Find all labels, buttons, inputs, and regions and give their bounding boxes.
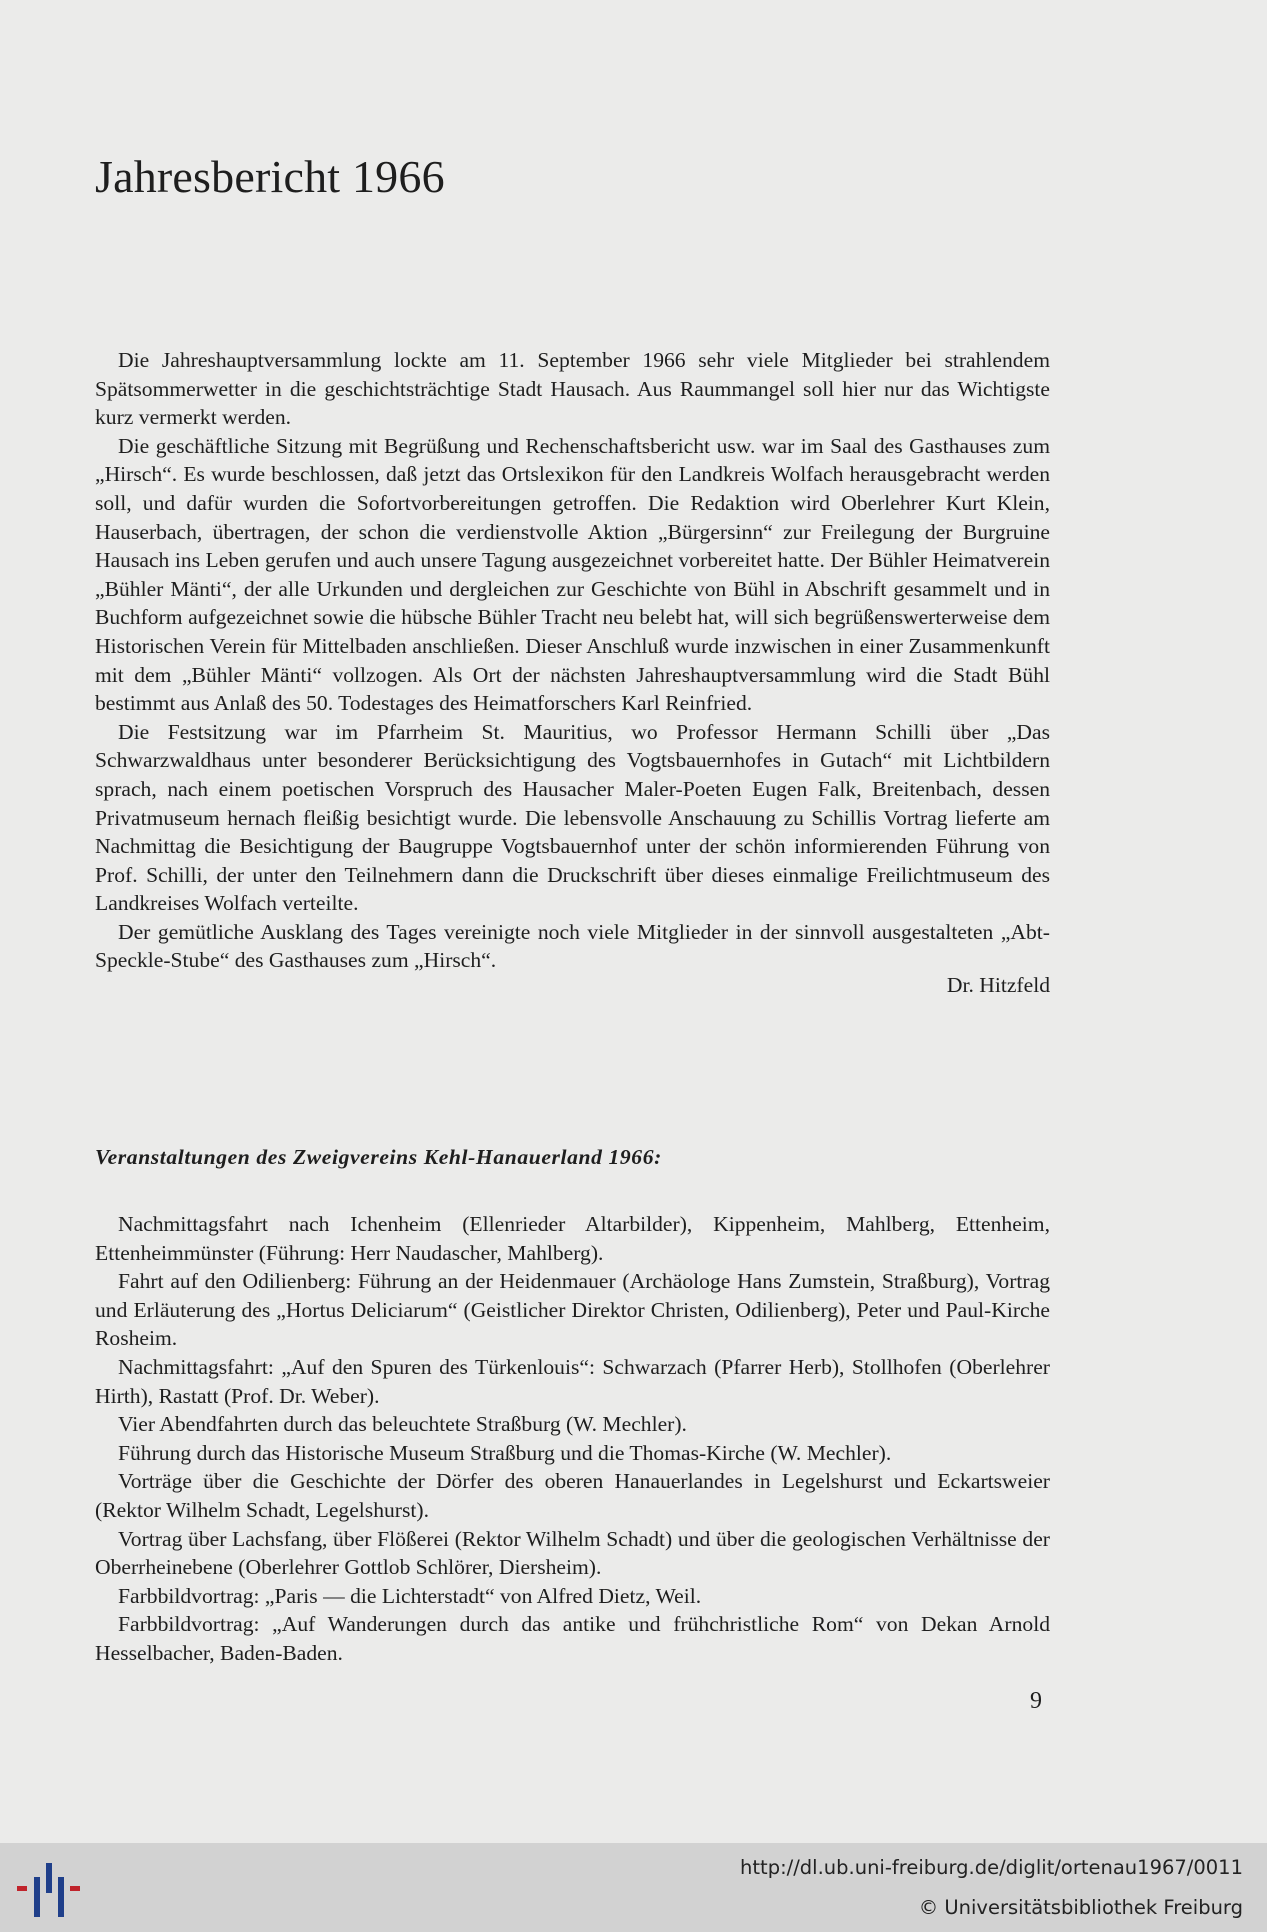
section-heading: Veranstaltungen des Zweigvereins Kehl-Hanauerland 1966:: [95, 1145, 662, 1169]
footer-bar: [0, 1843, 1267, 1932]
event-item: Führung durch das Historische Museum Straßburg und die Thomas-Kirche (W. Mechler).: [118, 1440, 892, 1465]
paragraph: Die Jahreshauptversammlung lockte am 11. September 1966 sehr viele Mitglieder bei strahlendem Spätsommerwetter in die geschichtsträchtige Stadt Hausach. Aus Raummangel soll hier nur das Wichtigste kurz vermerkt werden.: [95, 348, 1050, 430]
author-signature: Dr. Hitzfeld: [946, 973, 1050, 998]
paragraph: Die Festsitzung war im Pfarrheim St. Mauritius, wo Professor Hermann Schilli über „Das Schwarzwaldhaus unter besonderer Berücksichtigung des Vogtsbauernhofes in Gutach“ mit Lichtbildern sprach, nach einem poetischen Vorspruch des Hausacher Maler-Poeten Eugen Falk, Breitenbach, dessen Privatmuseum hernach fleißig besichtigt wurde. Die lebensvolle Anschauung zu Schillis Vortrag lieferte am Nachmittag die Besichtigung der Baugruppe Vogtsbauernhof unter der schön informierenden Führung von Prof. Schilli, der unter den Teilnehmern dann die Druckschrift über dieses einmalige Freilichtmuseum des Landkreises Wolfach verteilte.: [95, 719, 1050, 916]
page-number: 9: [1030, 1688, 1042, 1714]
paragraph: Die geschäftliche Sitzung mit Begrüßung und Rechenschaftsbericht usw. war im Saal des Gasthauses zum „Hirsch“. Es wurde beschlossen, daß jetzt das Ortslexikon für den Landkreis Wolfach herausgebracht werden soll, und dafür wurden die Sofortvorbereitungen getroffen. Die Redaktion wird Oberlehrer Kurt Klein, Hauserbach, übertragen, der schon die verdienstvolle Aktion „Bürgersinn“ zur Freilegung der Burgruine Hausach ins Leben gerufen und auch unsere Tagung ausgezeichnet vorbereitet hatte. Der Bühler Heimatverein „Bühler Mänti“, der alle Urkunden und dergleichen zur Geschichte von Bühl in Abschrift gesammelt und in Buchform aufgezeichnet sowie die hübsche Bühler Tracht neu belebt hat, will sich begrüßenswerterweise dem Historischen Verein für Mittelbaden anschließen. Dieser Anschluß wurde inzwischen in einer Zusammenkunft mit dem „Bühler Mänti“ vollzogen. Als Ort der nächsten Jahreshauptversammlung wird die Stadt Bühl bestimmt aus Anlaß des 50. Todestages des Heimatforschers Karl Reinfried.: [95, 433, 1050, 716]
paragraph: Der gemütliche Ausklang des Tages vereinigte noch viele Mitglieder in der sinnvoll ausgestalteten „Abt-Speckle-Stube“ des Gasthauses zum „Hirsch“.: [95, 919, 1050, 973]
event-item: Nachmittagsfahrt: „Auf den Spuren des Türkenlouis“: Schwarzach (Pfarrer Herb), Stollhofen (Oberlehrer Hirth), Rastatt (Prof. Dr. Weber).: [95, 1354, 1050, 1408]
event-item: Vier Abendfahrten durch das beleuchtete Straßburg (W. Mechler).: [118, 1412, 687, 1437]
page-title: Jahresbericht 1966: [95, 151, 445, 202]
event-item: Fahrt auf den Odilienberg: Führung an der Heidenmauer (Archäologe Hans Zumstein, Straßburg), Vortrag und Erläuterung des „Hortus Deliciarum“ (Geistlicher Direktor Christen, Odilienberg), Peter und Paul-Kirche Rosheim.: [95, 1269, 1050, 1351]
event-item: Farbbildvortrag: „Auf Wanderungen durch das antike und frühchristliche Rom“ von Dekan Arnold Hesselbacher, Baden-Baden.: [95, 1612, 1050, 1665]
copyright-text: © Universitätsbibliothek Freiburg: [918, 1896, 1243, 1919]
event-item: Vortrag über Lachsfang, über Flößerei (Rektor Wilhelm Schadt) und über die geologischen Verhältnisse der Oberrheinebene (Oberlehrer Gottlob Schlörer, Diersheim).: [95, 1526, 1050, 1580]
ub-freiburg-logo-icon: [14, 1859, 84, 1921]
source-url-link[interactable]: http://dl.ub.uni-freiburg.de/diglit/ortenau1967/0011: [740, 1856, 1243, 1879]
events-section: [95, 1210, 1050, 1668]
annual-report-section: [95, 346, 1050, 1000]
event-item: Nachmittagsfahrt nach Ichenheim (Ellenrieder Altarbilder), Kippenheim, Mahlberg, Ettenheim, Ettenheimmünster (Führung: Herr Naudascher, Mahlberg).: [95, 1212, 1050, 1265]
event-item: Vorträge über die Geschichte der Dörfer des oberen Hanauerlandes in Legelshurst und Eckartsweier (Rektor Wilhelm Schadt, Legelshurst).: [95, 1469, 1050, 1522]
event-item: Farbbildvortrag: „Paris — die Lichterstadt“ von Alfred Dietz, Weil.: [118, 1583, 702, 1608]
